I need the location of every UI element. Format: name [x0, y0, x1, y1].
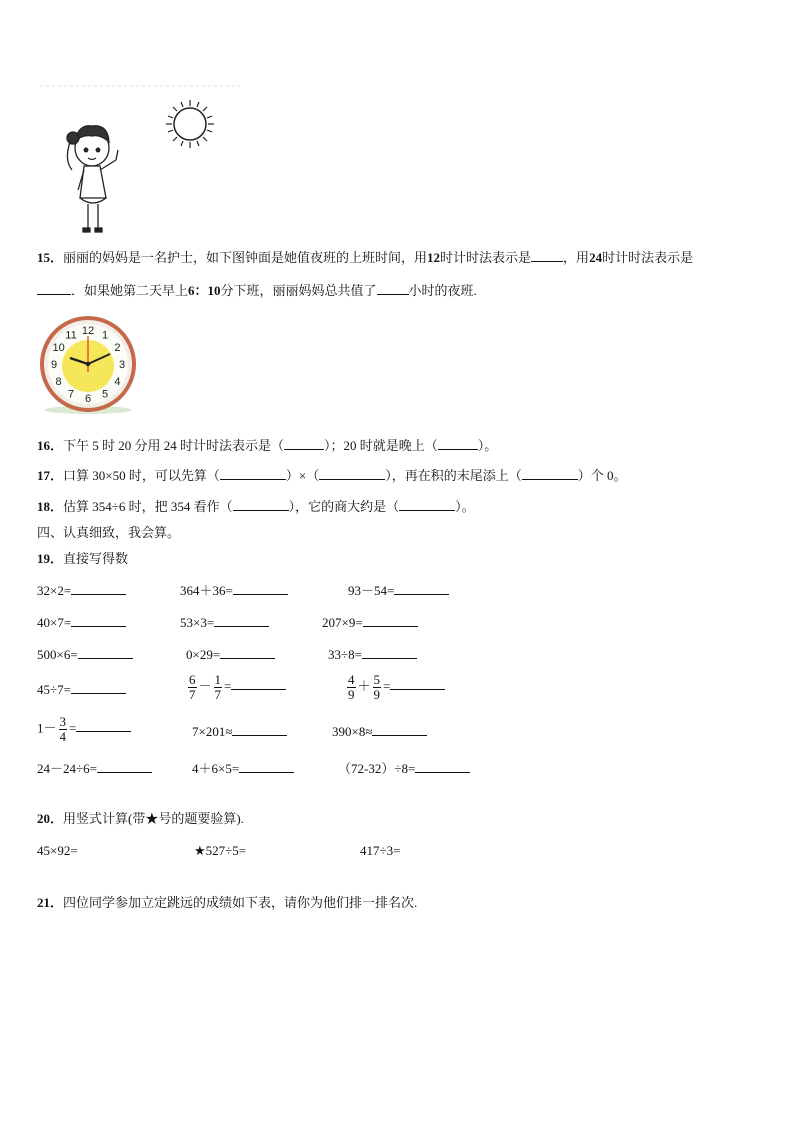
operator: ＋	[357, 678, 371, 694]
calc-item	[37, 615, 126, 631]
clock-number: 7	[67, 388, 75, 401]
answer-blank[interactable]	[531, 250, 563, 262]
answer-blank[interactable]	[377, 283, 409, 295]
vertical-calc-item	[37, 843, 78, 859]
clock-number: 11	[65, 329, 77, 342]
clock-number: 8	[55, 376, 62, 388]
calc-item	[192, 761, 294, 777]
question-text: ．如果她第二天早上	[71, 283, 189, 298]
fraction	[214, 673, 223, 702]
calc-expr: 33÷8=	[328, 647, 362, 662]
calc-item	[186, 647, 275, 663]
answer-blank[interactable]	[71, 682, 126, 694]
question-number: 21．	[37, 895, 64, 910]
fraction	[59, 715, 68, 744]
calc-expr: 364＋36=	[180, 583, 233, 598]
question-text: 下午 5 时 20 分用 24 时计时法表示是（	[63, 438, 285, 453]
clock-number: 10	[52, 342, 65, 354]
answer-blank[interactable]	[220, 468, 286, 480]
number-12: 12	[427, 250, 441, 265]
girl-figure	[67, 126, 118, 232]
numerator: 4	[348, 672, 355, 687]
question-number: 15．	[37, 250, 64, 265]
question-text: ），再在积的末尾添上（	[385, 468, 522, 483]
question-text: 估算 354÷6 时，把 354 看作（	[63, 499, 233, 514]
operator: －	[198, 678, 212, 694]
calc-expr: 500×6=	[37, 647, 78, 662]
question-text: ）×（	[285, 468, 320, 483]
number-24: 24	[589, 250, 603, 265]
calc-expr: 1－	[37, 720, 57, 736]
numerator: 6	[189, 672, 196, 687]
question-text: 丽丽的妈妈是一名护士，如下图钟面是她值夜班的上班时间，用	[63, 250, 428, 265]
question-text: 分下班，丽丽妈妈总共值了	[220, 283, 377, 298]
question-text: 时计时法表示是	[602, 250, 694, 265]
sun-icon	[166, 100, 214, 148]
question-18	[37, 499, 475, 515]
fraction	[188, 673, 197, 702]
question-text: ）。	[477, 438, 498, 453]
calc-item	[180, 615, 269, 631]
clock-number: 4	[114, 376, 121, 388]
calc-expr: 45×92=	[37, 843, 78, 858]
question-text: 直接写得数	[63, 551, 129, 566]
calc-expr: （72-32）÷8=	[338, 761, 416, 776]
calc-expr: 53×3=	[180, 615, 215, 630]
vertical-calc-item	[360, 843, 400, 859]
question-15-line-2	[37, 283, 477, 299]
calc-expr: 40×7=	[37, 615, 72, 630]
answer-blank[interactable]	[78, 647, 133, 659]
calc-expr: 417÷3=	[360, 843, 401, 858]
answer-blank[interactable]	[214, 615, 269, 627]
calc-item	[37, 647, 133, 663]
fraction	[347, 673, 356, 702]
calc-item	[338, 761, 470, 777]
question-text: ），它的商大约是（	[288, 499, 400, 514]
calc-expr: 4＋6×5=	[192, 761, 240, 776]
clock-number: 9	[50, 359, 58, 371]
clock-number: 3	[118, 359, 126, 371]
clock-number: 1	[101, 329, 109, 342]
question-number: 17．	[37, 468, 64, 483]
answer-blank[interactable]	[399, 499, 455, 511]
equals: =	[383, 678, 391, 694]
calc-expr: 390×8≈	[332, 724, 373, 739]
calc-item-fraction	[345, 673, 445, 702]
denominator: 9	[348, 687, 355, 702]
calc-item	[37, 761, 152, 777]
answer-blank[interactable]	[319, 468, 385, 480]
question-text: 时计时法表示是	[440, 250, 532, 265]
answer-blank[interactable]	[415, 761, 470, 773]
answer-blank[interactable]	[363, 615, 418, 627]
girl-and-sun-illustration	[40, 80, 250, 245]
calc-item-fraction	[186, 673, 286, 702]
vertical-calc-item	[194, 843, 246, 859]
denominator: 4	[59, 729, 67, 744]
answer-blank[interactable]	[394, 583, 449, 595]
denominator: 7	[214, 687, 222, 702]
question-19-title	[37, 551, 128, 567]
question-21-title	[37, 895, 417, 911]
numerator: 1	[214, 672, 222, 687]
answer-blank[interactable]	[284, 438, 324, 450]
answer-blank[interactable]	[71, 583, 126, 595]
calc-item	[37, 583, 126, 599]
answer-blank[interactable]	[372, 724, 427, 736]
calc-item	[328, 647, 417, 663]
question-20-title	[37, 811, 244, 827]
answer-blank[interactable]	[71, 615, 126, 627]
calc-expr: 24－24÷6=	[37, 761, 97, 776]
calc-item-fraction	[37, 715, 131, 744]
question-text: 用竖式计算(带★号的题要验算).	[63, 811, 244, 826]
calc-expr: 0×29=	[186, 647, 221, 662]
calc-item	[180, 583, 288, 599]
calc-item	[332, 724, 427, 740]
answer-blank[interactable]	[438, 438, 478, 450]
answer-blank[interactable]	[522, 468, 578, 480]
calc-item	[348, 583, 449, 599]
question-text: 口算 30×50 时，可以先算（	[63, 468, 220, 483]
answer-blank[interactable]	[390, 678, 445, 690]
question-number: 20．	[37, 811, 64, 826]
calc-expr: 207×9=	[322, 615, 363, 630]
denominator: 7	[189, 687, 196, 702]
clock-illustration	[40, 316, 136, 414]
calc-item	[192, 724, 287, 740]
answer-blank[interactable]	[76, 720, 131, 732]
calc-item	[322, 615, 418, 631]
clock-number: 5	[101, 388, 109, 401]
question-17	[37, 468, 626, 484]
answer-blank[interactable]	[231, 678, 286, 690]
clock-number: 2	[114, 342, 121, 354]
answer-blank[interactable]	[362, 647, 417, 659]
question-16	[37, 438, 497, 454]
answer-blank[interactable]	[239, 761, 294, 773]
question-text: ）个 0。	[577, 468, 627, 483]
question-number: 18．	[37, 499, 64, 514]
question-number: 19．	[37, 551, 64, 566]
question-text: ）；20 时就是晚上（	[324, 438, 438, 453]
section-4-heading	[37, 525, 180, 541]
clock-number: 12	[81, 325, 95, 337]
calc-expr: 32×2=	[37, 583, 72, 598]
equals: =	[224, 678, 232, 694]
time-value: 6：10	[188, 283, 221, 298]
answer-blank[interactable]	[37, 283, 71, 295]
calc-expr: 93－54=	[348, 583, 395, 598]
calc-item	[37, 682, 126, 698]
calc-expr: ★527÷5=	[194, 843, 247, 858]
question-text: ）。	[455, 499, 475, 514]
answer-blank[interactable]	[232, 724, 287, 736]
calc-expr: 7×201≈	[192, 724, 233, 739]
answer-blank[interactable]	[220, 647, 275, 659]
question-15-line-1	[37, 250, 693, 266]
answer-blank[interactable]	[233, 583, 288, 595]
calc-expr: 45÷7=	[37, 682, 71, 697]
equals: =	[69, 720, 77, 736]
fraction	[373, 673, 382, 702]
numerator: 3	[59, 714, 67, 729]
answer-blank[interactable]	[97, 761, 152, 773]
numerator: 5	[373, 672, 381, 687]
denominator: 9	[373, 687, 381, 702]
question-text: ，用	[563, 250, 590, 265]
section-heading: 四、认真细致，我会算。	[37, 525, 181, 540]
question-text: 小时的夜班.	[408, 283, 477, 298]
question-text: 四位同学参加立定跳远的成绩如下表，请你为他们排一排名次.	[63, 895, 418, 910]
answer-blank[interactable]	[233, 499, 289, 511]
question-number: 16．	[37, 438, 64, 453]
clock-number: 6	[84, 393, 92, 405]
